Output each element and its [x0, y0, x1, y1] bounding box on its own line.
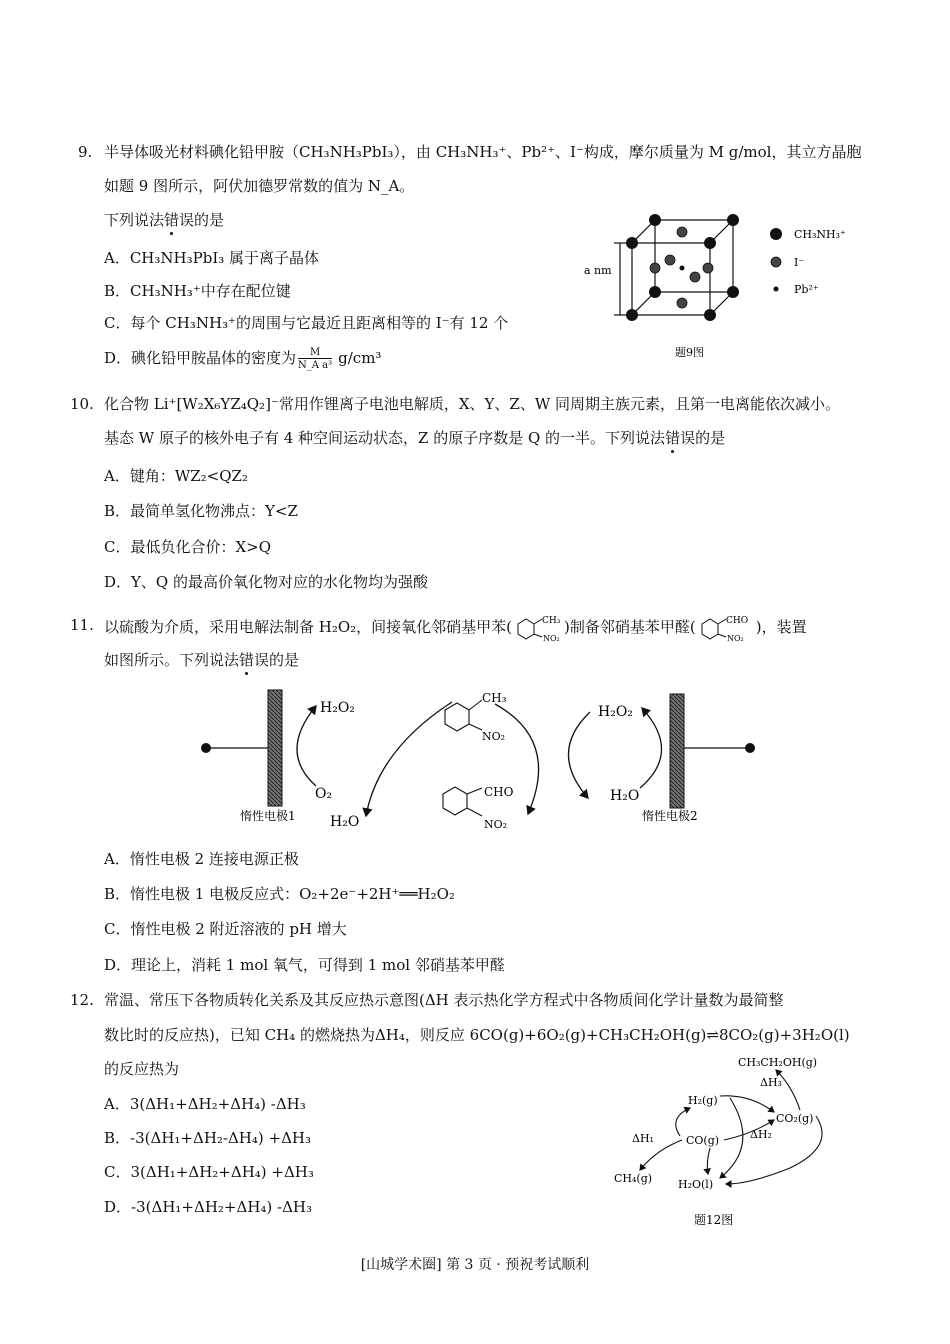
q10-stem-line1: 化合物 Li⁺[W₂X₆YZ₄Q₂]⁻常用作锂离子电池电解质，X、Y、Z、W 同周期主族元素，且第一电离能依次减小。 — [104, 395, 841, 413]
label-dh2: ΔH₂ — [750, 1128, 772, 1141]
q12-option-b: B．-3(ΔH₁+ΔH₂-ΔH₄) +ΔH₃ — [104, 1129, 312, 1147]
no2-group-top-label: NO₂ — [482, 730, 506, 743]
h2o2-right-label: H₂O₂ — [598, 704, 633, 720]
q12-option-d: D．-3(ΔH₁+ΔH₂+ΔH₄) -ΔH₃ — [104, 1198, 313, 1216]
cell-edge-label: a nm — [584, 264, 612, 277]
cho-group-label: CHO — [484, 785, 514, 799]
electrode1-label: 惰性电极1 — [240, 809, 296, 823]
h2o-left-label: H₂O — [330, 814, 360, 830]
node-h2o: H₂O(l) — [678, 1178, 714, 1191]
q11-number: 11. — [70, 616, 94, 634]
node-ethanol: CH₃CH₂OH(g) — [738, 1056, 818, 1069]
q9-prompt: 下列说法错误的是 — [104, 211, 225, 229]
q9-figure-caption: 题9图 — [675, 346, 704, 359]
q11-option-c: C．惰性电极 2 附近溶液的 pH 增大 — [104, 920, 347, 938]
node-co2: CO₂(g) — [776, 1112, 814, 1125]
h2o2-left-label: H₂O₂ — [320, 700, 355, 716]
q10-number: 10. — [70, 395, 94, 413]
ch3-group-label: CH₃ — [482, 691, 507, 705]
q12-option-a: A．3(ΔH₁+ΔH₂+ΔH₄) -ΔH₃ — [104, 1095, 306, 1113]
svg-text:NO₂: NO₂ — [726, 634, 744, 641]
legend-ch3nh3: CH₃NH₃⁺ — [794, 228, 846, 241]
q10-option-d: D．Y、Q 的最高价氧化物对应的水化物均为强酸 — [104, 573, 428, 591]
q9-number: 9. — [78, 143, 93, 161]
q10-option-a: A．键角：WZ₂<QZ₂ — [104, 467, 248, 485]
o2-label: O₂ — [315, 786, 333, 802]
nitrobenzaldehyde-structure-inline — [696, 615, 756, 641]
q9-option-c: C．每个 CH₃NH₃⁺的周围与它最近且距离相等的 I⁻有 12 个 — [104, 314, 509, 332]
h2o-right-label: H₂O — [610, 788, 640, 804]
q9-crystal-cell-figure — [580, 205, 880, 365]
q12-figure-caption: 题12图 — [694, 1213, 734, 1227]
svg-text:CHO: CHO — [725, 616, 748, 626]
q12-stem-line3: 的反应热为 — [104, 1060, 180, 1078]
q12-stem-line2: 数比时的反应热)，已知 CH₄ 的燃烧热为ΔH₄，则反应 6CO(g)+6O₂(g)+CH₃CH₂OH(g)⇌8CO₂(g)+3H₂O(l) — [104, 1026, 850, 1044]
q12-stem-line1: 常温、常压下各物质转化关系及其反应热示意图(ΔH 表示热化学方程式中各物质间化学计量数为最简整 — [104, 991, 784, 1009]
node-ch4: CH₄(g) — [614, 1172, 653, 1185]
label-dh3: ΔH₃ — [760, 1076, 782, 1089]
node-co: CO(g) — [686, 1134, 720, 1147]
page-footer: [山城学术圈] 第 3 页 · 预祝考试顺利 — [360, 1257, 590, 1273]
q11-stem-line2: 如图所示。下列说法错误的是 — [104, 651, 300, 669]
node-h2: H₂(g) — [688, 1094, 718, 1107]
electrode2-label: 惰性电极2 — [642, 809, 698, 823]
no2-group-bottom-label: NO₂ — [484, 818, 508, 831]
q9-option-b: B．CH₃NH₃⁺中存在配位键 — [104, 282, 291, 300]
q12-option-c: C．3(ΔH₁+ΔH₂+ΔH₄) +ΔH₃ — [104, 1163, 314, 1181]
q11-option-b: B．惰性电极 1 电极反应式：O₂+2e⁻+2H⁺══H₂O₂ — [104, 885, 455, 903]
q11-option-a: A．惰性电极 2 连接电源正极 — [104, 850, 299, 868]
q10-option-b: B．最简单氢化物沸点：Y<Z — [104, 502, 298, 520]
q12-reaction-heat-figure — [610, 1050, 840, 1230]
density-fraction: $\frac{M}{\text{N\_A a³}}$ — [298, 347, 333, 371]
svg-text:NO₂: NO₂ — [543, 634, 560, 641]
q10-option-c: C．最低负化合价：X>Q — [104, 538, 272, 556]
q9-option-d: D．碘化铅甲胺晶体的密度为 $\frac{M}{\text{N\_A a³}}$ g/cm³ — [104, 347, 382, 371]
q11-stem-line1: 以硫酸为介质，采用电解法制备 H₂O₂，间接氧化邻硝基甲苯( CH₃ NO₂ )制备邻硝基苯甲醛( CHO NO₂ )，装置 — [104, 616, 807, 641]
svg-text:CH₃: CH₃ — [542, 616, 561, 626]
legend-pb: Pb²⁺ — [794, 283, 819, 296]
q9-option-a: A．CH₃NH₃PbI₃ 属于离子晶体 — [104, 249, 320, 267]
nitrotoluene-structure-inline — [512, 615, 564, 641]
q9-stem-line1: 半导体吸光材料碘化铅甲胺（CH₃NH₃PbI₃），由 CH₃NH₃⁺、Pb²⁺、I⁻构成，摩尔质量为 M g/mol，其立方晶胞 — [104, 143, 862, 161]
q9-stem-line2: 如题 9 图所示，阿伏加德罗常数的值为 N_A。 — [104, 177, 415, 195]
q11-electrolysis-figure — [190, 680, 770, 840]
q11-option-d: D．理论上，消耗 1 mol 氧气，可得到 1 mol 邻硝基苯甲醛 — [104, 956, 505, 974]
legend-iodide: I⁻ — [794, 256, 805, 269]
q12-number: 12. — [70, 991, 94, 1009]
label-dh1: ΔH₁ — [632, 1132, 654, 1145]
q10-stem-line2: 基态 W 原子的核外电子有 4 种空间运动状态，Z 的原子序数是 Q 的一半。下列说法错误的是 — [104, 429, 726, 447]
